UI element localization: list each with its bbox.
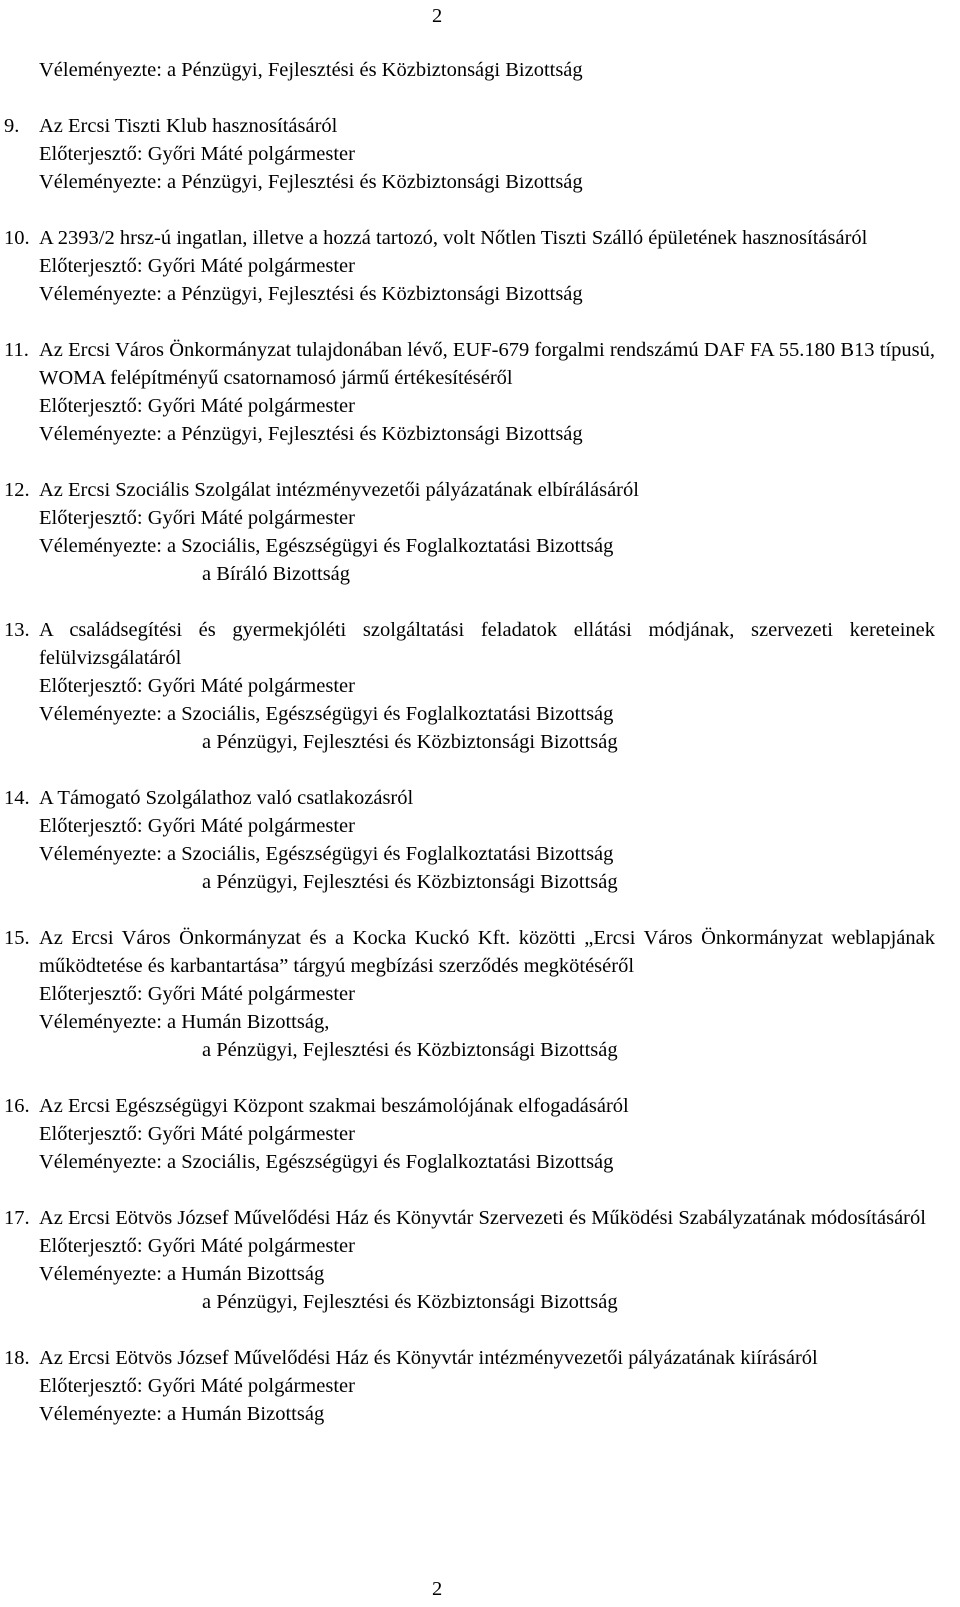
- agenda-item-heading: [0, 112, 960, 140]
- agenda-item-presenter: Előterjesztő: Győri Máté polgármester: [39, 1123, 355, 1145]
- agenda-item-presenter: Előterjesztő: Győri Máté polgármester: [39, 143, 355, 165]
- agenda-item-number: 14.: [4, 787, 30, 809]
- agenda-item-title: Az Ercsi Egészségügyi Központ szakmai beszámolójának elfogadásáról: [39, 1095, 629, 1117]
- agenda-item-reviewer: Véleményezte: a Pénzügyi, Fejlesztési és Közbiztonsági Bizottság: [39, 171, 583, 193]
- agenda-item-heading: [0, 616, 960, 672]
- agenda-item-reviewer: Véleményezte: a Humán Bizottság: [39, 1403, 325, 1425]
- agenda-list: [0, 56, 960, 1428]
- agenda-item-reviewer: Véleményezte: a Szociális, Egészségügyi és Foglalkoztatási Bizottság: [39, 535, 614, 557]
- agenda-item-17: [0, 1204, 960, 1316]
- agenda-item-reviewer: Véleményezte: a Pénzügyi, Fejlesztési és Közbiztonsági Bizottság: [39, 423, 583, 445]
- agenda-item-number: 12.: [4, 479, 30, 501]
- agenda-item-12: [0, 476, 960, 588]
- agenda-item-number: 17.: [4, 1207, 30, 1229]
- agenda-item-reviewer: Véleményezte: a Szociális, Egészségügyi és Foglalkoztatási Bizottság: [39, 843, 614, 865]
- agenda-item-reviewer-secondary: a Pénzügyi, Fejlesztési és Közbiztonsági Bizottság: [202, 1039, 618, 1061]
- agenda-item-heading: [0, 476, 960, 504]
- agenda-item-title: Az Ercsi Város Önkormányzat tulajdonában lévő, EUF-679 forgalmi rendszámú DAF FA 55.180 B13 típusú, WOMA felépítményű csatornamosó jármű értékesítéséről: [39, 339, 935, 389]
- agenda-item-reviewer-secondary: a Bíráló Bizottság: [202, 563, 351, 585]
- agenda-item-13: [0, 616, 960, 756]
- agenda-item-reviewer-secondary: a Pénzügyi, Fejlesztési és Közbiztonsági Bizottság: [202, 731, 618, 753]
- agenda-item-number: 13.: [4, 619, 30, 641]
- agenda-item-reviewer: Véleményezte: a Szociális, Egészségügyi és Foglalkoztatási Bizottság: [39, 1151, 614, 1173]
- agenda-item-title: A családsegítési és gyermekjóléti szolgáltatási feladatok ellátási módjának, szervezeti kereteinek felülvizsgálatáról: [39, 619, 935, 669]
- agenda-item-presenter: Előterjesztő: Győri Máté polgármester: [39, 395, 355, 417]
- agenda-item-title: Az Ercsi Tiszti Klub hasznosításáról: [39, 115, 338, 137]
- agenda-item-number: 15.: [4, 927, 30, 949]
- agenda-item-presenter: Előterjesztő: Győri Máté polgármester: [39, 507, 355, 529]
- agenda-item-title: Az Ercsi Eötvös József Művelődési Ház és Könyvtár Szervezeti és Működési Szabályzatának módosításáról: [39, 1207, 926, 1229]
- agenda-item-number: 11.: [4, 339, 29, 361]
- agenda-item-11: [0, 336, 960, 448]
- agenda-item-number: 10.: [4, 227, 30, 249]
- page-number-top: 2: [432, 5, 443, 27]
- agenda-item-heading: [0, 1204, 960, 1232]
- agenda-item-15: [0, 924, 960, 1064]
- agenda-item-reviewer: Véleményezte: a Humán Bizottság,: [39, 1011, 330, 1033]
- agenda-item-title: Az Ercsi Eötvös József Művelődési Ház és Könyvtár intézményvezetői pályázatának kiírásáról: [39, 1347, 818, 1369]
- agenda-item-10: [0, 224, 960, 308]
- agenda-item-reviewer: Véleményezte: a Pénzügyi, Fejlesztési és Közbiztonsági Bizottság: [39, 283, 583, 305]
- agenda-item-presenter: Előterjesztő: Győri Máté polgármester: [39, 255, 355, 277]
- agenda-item-presenter: Előterjesztő: Győri Máté polgármester: [39, 1235, 355, 1257]
- agenda-item-reviewer-secondary: a Pénzügyi, Fejlesztési és Közbiztonsági Bizottság: [202, 871, 618, 893]
- agenda-item-reviewer: Véleményezte: a Szociális, Egészségügyi és Foglalkoztatási Bizottság: [39, 703, 614, 725]
- agenda-item-heading: [0, 1344, 960, 1372]
- agenda-item-14: [0, 784, 960, 896]
- agenda-item-presenter: Előterjesztő: Győri Máté polgármester: [39, 983, 355, 1005]
- agenda-item-title: Az Ercsi Város Önkormányzat és a Kocka Kuckó Kft. közötti „Ercsi Város Önkormányzat weblapjának működtetése és karbantartása” tárgyú megbízási szerződés megkötéséről: [39, 927, 935, 977]
- agenda-item-presenter: Előterjesztő: Győri Máté polgármester: [39, 815, 355, 837]
- agenda-item-heading: [0, 924, 960, 980]
- agenda-item-heading: [0, 784, 960, 812]
- agenda-item-title: A 2393/2 hrsz-ú ingatlan, illetve a hozzá tartozó, volt Nőtlen Tiszti Szálló épületének hasznosításáról: [39, 227, 868, 249]
- agenda-item-reviewer: Véleményezte: a Humán Bizottság: [39, 1263, 325, 1285]
- agenda-item-presenter: Előterjesztő: Győri Máté polgármester: [39, 675, 355, 697]
- intro-reviewer-line: Véleményezte: a Pénzügyi, Fejlesztési és Közbiztonsági Bizottság: [39, 59, 583, 81]
- agenda-item-number: 18.: [4, 1347, 30, 1369]
- agenda-item-reviewer-secondary: a Pénzügyi, Fejlesztési és Közbiztonsági Bizottság: [202, 1291, 618, 1313]
- agenda-item-18: [0, 1344, 960, 1428]
- agenda-item-number: 16.: [4, 1095, 30, 1117]
- agenda-item-heading: [0, 1092, 960, 1120]
- agenda-item-heading: [0, 336, 960, 392]
- agenda-item-title: A Támogató Szolgálathoz való csatlakozásról: [39, 787, 414, 809]
- agenda-item-presenter: Előterjesztő: Győri Máté polgármester: [39, 1375, 355, 1397]
- agenda-item-heading: [0, 224, 960, 252]
- agenda-item-title: Az Ercsi Szociális Szolgálat intézményvezetői pályázatának elbírálásáról: [39, 479, 639, 501]
- agenda-item-number: 9.: [4, 115, 20, 137]
- page-number-bottom: 2: [432, 1578, 443, 1600]
- agenda-item-16: [0, 1092, 960, 1176]
- agenda-item-9: [0, 112, 960, 196]
